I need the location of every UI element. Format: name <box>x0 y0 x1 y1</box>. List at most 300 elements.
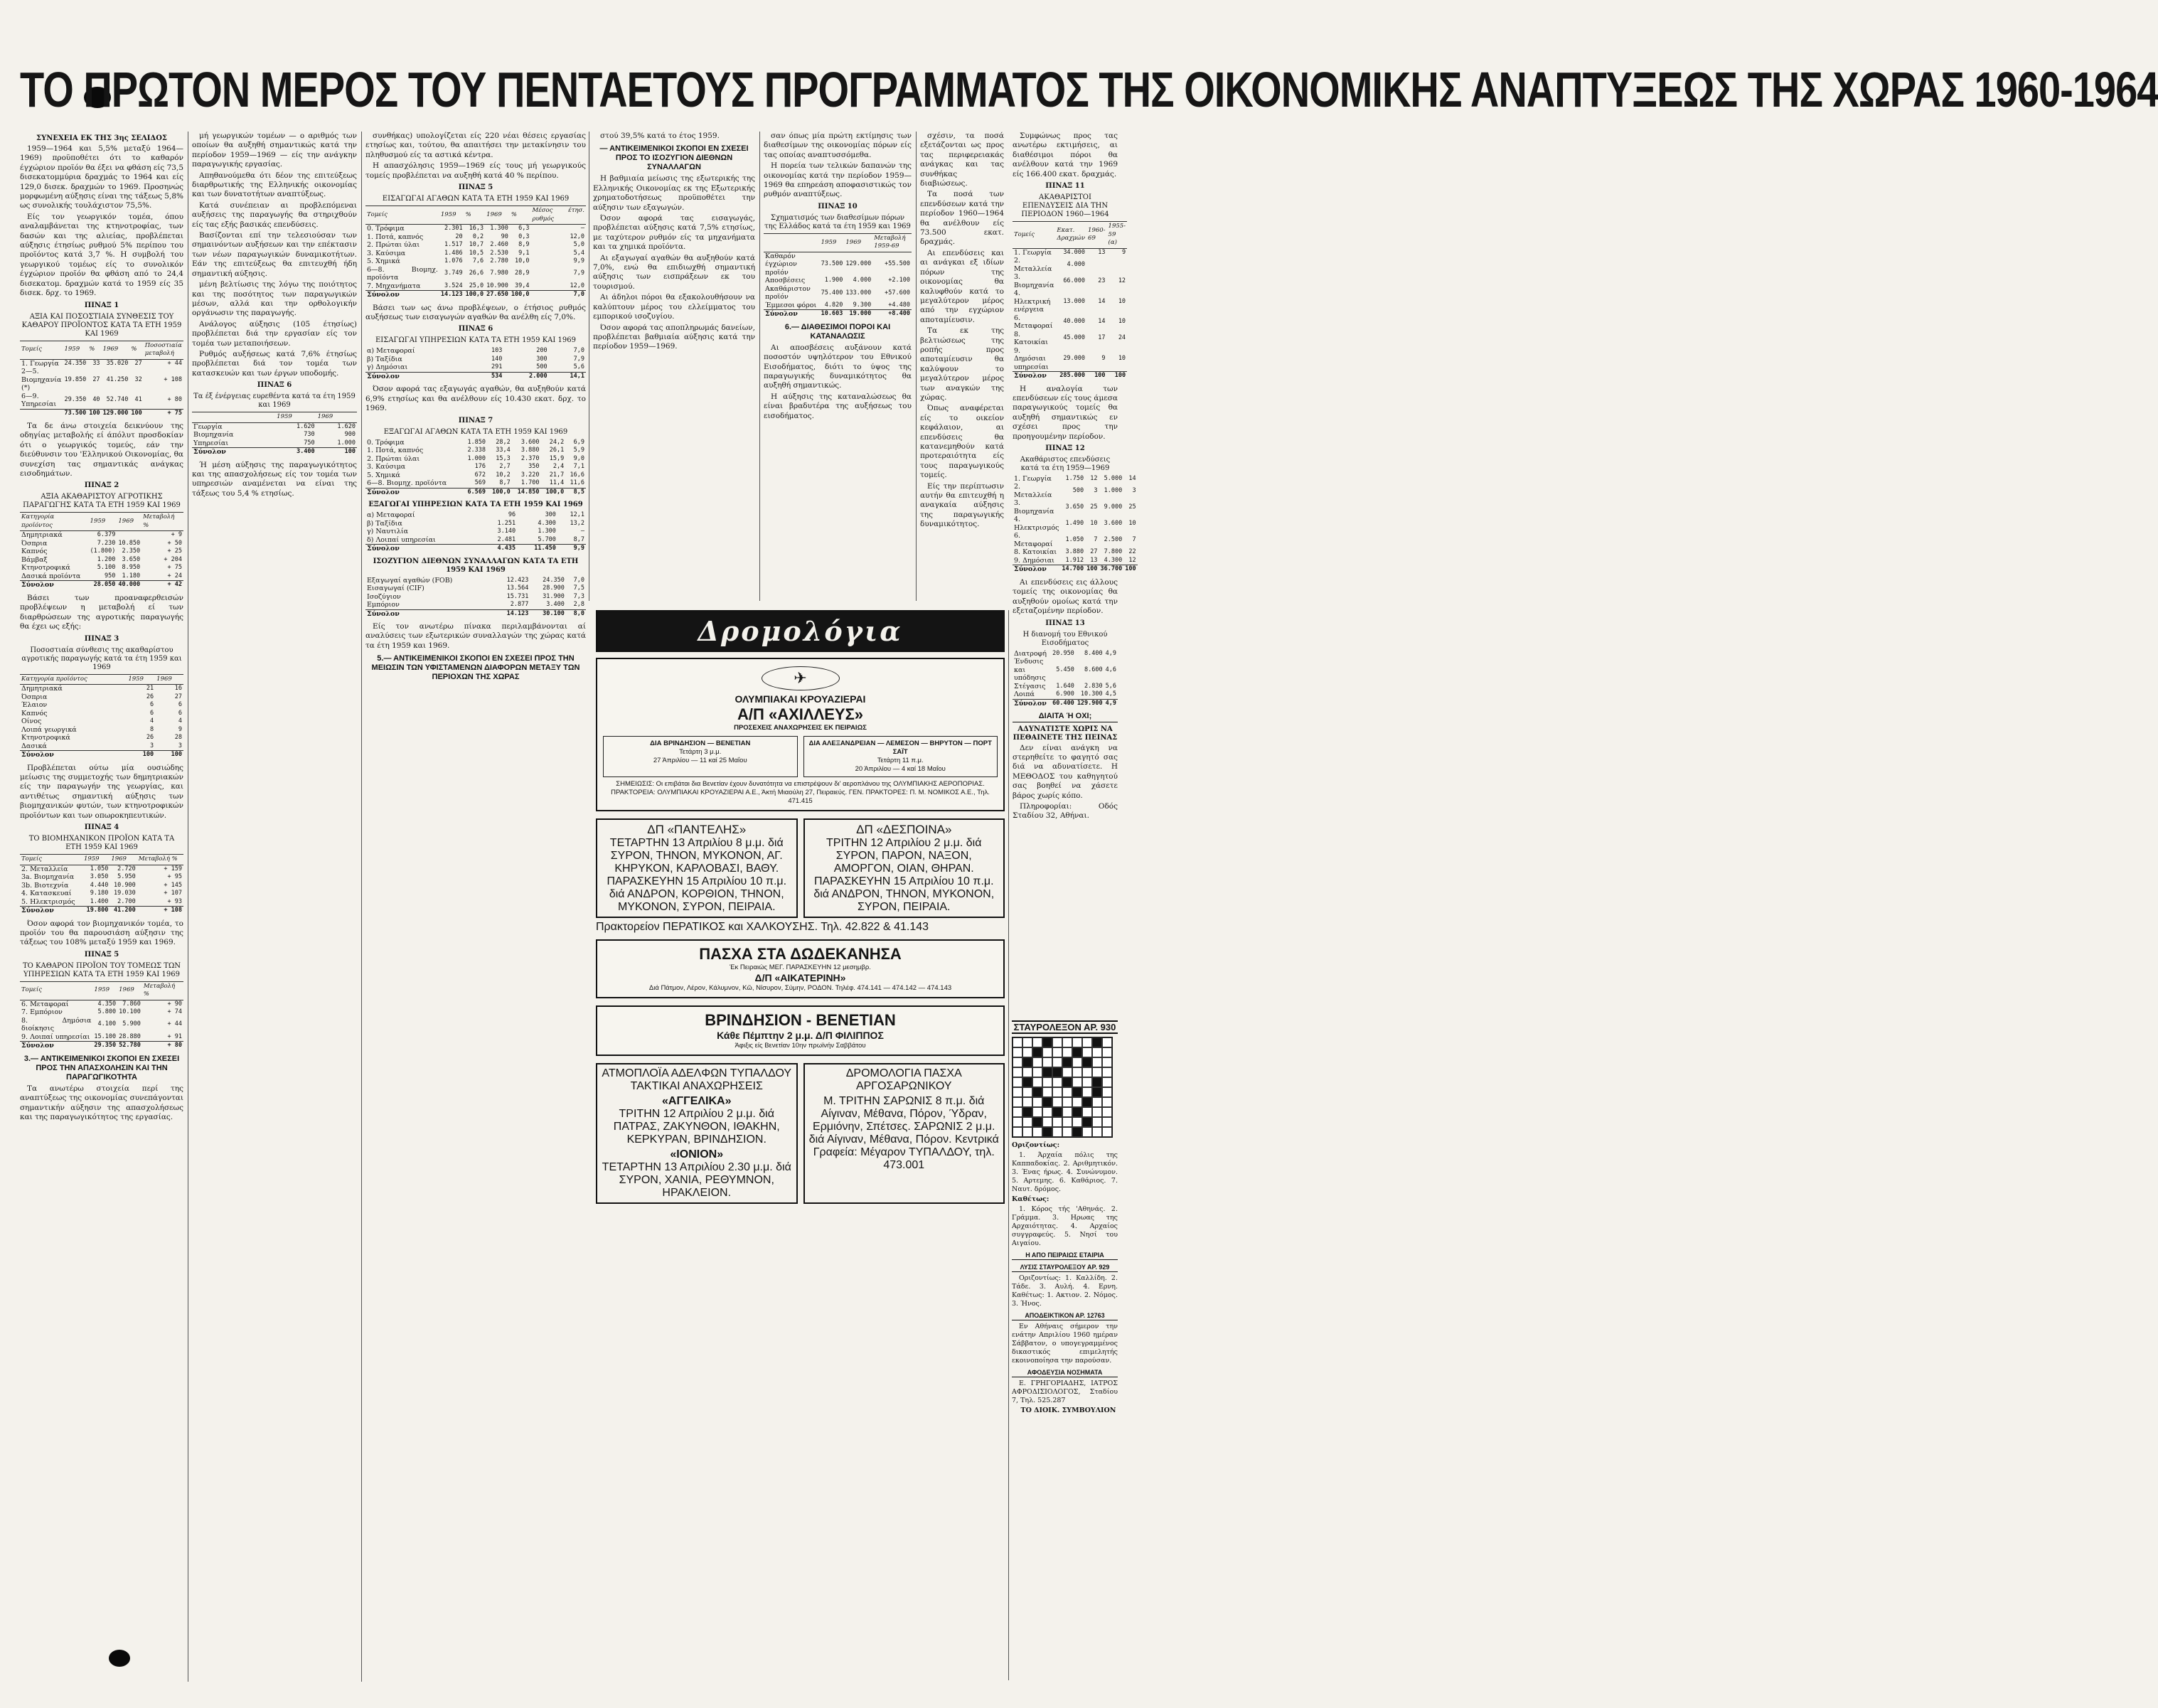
table-header-cell: Κατηγορία προϊόντος <box>20 674 127 685</box>
table-row <box>1013 257 1127 273</box>
crossword-cell <box>1042 1107 1052 1117</box>
table-cell: Σύνολον <box>20 1042 92 1050</box>
table-cell: 13 <box>1090 556 1098 564</box>
table-cell: 6,3 <box>518 225 530 233</box>
table-header-cell: Τομείς <box>20 341 63 359</box>
table-cell: Σύνολον <box>20 751 127 759</box>
table-cell: 4.000 <box>853 277 872 284</box>
table-cell: 7 <box>1132 536 1136 544</box>
table-row <box>365 356 586 364</box>
table-cell: 7,9 <box>573 269 584 277</box>
table-row <box>365 593 586 602</box>
table-cell: 3.050 <box>90 873 109 880</box>
table-cell: 10 <box>1118 355 1126 363</box>
ad-pantelis <box>596 818 798 918</box>
table-industrial-product <box>20 854 183 915</box>
table-cell: 34.000 <box>1063 248 1086 256</box>
table-cell: 3.400 <box>546 601 565 609</box>
paragraph: Τα ανωτέρω στοιχεία περί της αναπτύξεως της οικονομίας συνεπάγονται σημαντικήν αύξησιν της απασχολήσεως και της παραγωγικότητος της εργασίας. <box>20 1084 183 1121</box>
ad-olympic-cruises <box>596 658 1005 811</box>
table-header-cell: Τομείς <box>20 855 82 865</box>
table-cell: 9 <box>1121 248 1126 256</box>
table-cell: 1.640 <box>1056 682 1074 690</box>
crossword-black-cell <box>1042 1127 1052 1137</box>
table-cell: 25 <box>1128 503 1136 511</box>
table-cell: 2—5. Βιομηχανία (*) <box>21 368 62 392</box>
table-row <box>365 439 586 447</box>
crossword-black-cell <box>1082 1117 1092 1127</box>
crossword-cell <box>1042 1057 1052 1067</box>
table-cell: 10 <box>1090 520 1098 528</box>
table-cell: 3a. Βιομηχανία <box>21 873 75 881</box>
table-row <box>365 225 586 233</box>
table-cell: 9,9 <box>573 257 584 265</box>
table-cell: 3.880 <box>520 447 540 454</box>
paragraph: σχέσιν, τα ποσά εξετάζονται ως προς τας περιφερειακάς ανάγκας και τας συνθήκας διαβιώσεως. <box>920 132 1004 188</box>
table-cell: 2.460 <box>490 241 508 249</box>
crossword-cell <box>1032 1037 1042 1047</box>
table-cell: 672 <box>474 471 486 479</box>
table-cell: 5.450 <box>1056 666 1074 673</box>
table-row <box>20 1000 183 1008</box>
crossword-cell <box>1092 1067 1102 1077</box>
table-cell: 28.900 <box>543 585 565 592</box>
crossword-cell <box>1042 1077 1052 1087</box>
crossword-cell <box>1022 1067 1032 1077</box>
table-cell: 12,0 <box>570 233 584 240</box>
clues-heading: Οριζοντίως: <box>1012 1141 1060 1149</box>
table-cell: 4 <box>178 717 182 725</box>
table-row <box>192 422 357 431</box>
table-cell: Σύνολον <box>365 545 483 553</box>
shipping-ads <box>596 610 1005 1204</box>
table-cell: Έλαιον <box>21 701 48 710</box>
table-header-cell: Μέσος έτησ. ρυθμός <box>530 206 586 225</box>
crossword-cell <box>1052 1117 1062 1127</box>
table-cell: 3.220 <box>520 471 540 479</box>
crossword-black-cell <box>1072 1087 1082 1097</box>
table-row <box>1013 548 1138 557</box>
table-cell: 9. Λοιπαί υπηρεσίαι <box>21 1032 90 1041</box>
table-cell: — <box>580 528 584 535</box>
table-cell: + 75 <box>144 409 183 417</box>
table-cell: 2.720 <box>117 865 136 872</box>
table-total-row <box>1013 372 1127 380</box>
table-cell: Σύνολον <box>20 907 82 915</box>
table-header-cell: 1959 <box>92 981 117 1000</box>
table-cell: β) Ταξίδια <box>367 355 402 363</box>
ad-company: ΟΛΥΜΠΙΑΚΑΙ ΚΡΟΥΑΖΙΕΡΑΙ <box>735 693 866 705</box>
table-cell: 10.603 <box>821 310 843 318</box>
route-title: ΔΙΑ ΒΡΙΝΔΗΣΙΟΝ — ΒΕΝΕΤΙΑΝ <box>650 740 751 747</box>
ad-company: ΑΤΜΟΠΛΟΪΑ ΑΔΕΛΦΩΝ ΤΥΠΑΛΔΟΥ <box>602 1067 792 1079</box>
table-cell: + 80 <box>142 1042 183 1050</box>
table-cell: 35.020 <box>106 359 129 367</box>
table-header-cell: 1959 <box>820 233 845 252</box>
crossword-cell <box>1013 1127 1022 1137</box>
table-header-cell: Μεταβολή % <box>142 981 183 1000</box>
paragraph: Όσον αφορά τον βιομηχανικόν τομέα, το προϊόν του θα παρουσιάση αύξησιν της τάξεως του 108% μεταξύ 1959 και 1969. <box>20 919 183 947</box>
table-cell: 14.850 <box>512 488 541 496</box>
crossword-cell <box>1062 1117 1072 1127</box>
table-cell: 12,1 <box>570 511 584 519</box>
table-cell: 4,6 <box>1105 666 1116 673</box>
paragraph: Αι επενδύσεις εις άλλους τομείς της οικονομίας θα αυξηθούν ομοίως κατά την εξεταζομένην περίοδον. <box>1013 577 1118 616</box>
crossword-cell <box>1062 1107 1072 1117</box>
table-cell: 6 <box>150 709 154 717</box>
table-header-cell: Ποσοστιαία μεταβολή <box>144 341 183 359</box>
table-cell: 4.000 <box>1067 260 1086 268</box>
table-cell: 27.650 <box>486 291 508 299</box>
table-header-cell: Τομείς <box>20 981 92 1000</box>
table-cell: 9.300 <box>853 301 872 309</box>
table-subtitle: ΤΟ ΚΑΘΑΡΟΝ ΠΡΟΪΟΝ ΤΟΥ ΤΟΜΕΩΣ ΤΩΝ ΥΠΗΡΕΣΙΩΝ ΚΑΤΑ ΤΑ ΕΤΗ 1959 ΚΑΙ 1969 <box>22 961 181 978</box>
route-time: Τετάρτη 11 π.μ. <box>877 757 924 764</box>
crossword-cell <box>1032 1127 1042 1137</box>
paragraph: συνθήκας) υπολογίζεται είς 220 νέαι θέσεις εργασίας ετησίως και, τούτου, θα απαιτήσει την μετακίνησιν του πληθυσμού είς τα αστικά κέντρα. <box>365 132 586 159</box>
table-cell: 7.860 <box>122 1000 141 1008</box>
table-cell: 350 <box>528 463 540 471</box>
table-cell: Δασικά προϊόντα <box>21 572 81 580</box>
table-row <box>365 585 586 593</box>
table-total-row <box>20 1042 183 1050</box>
table-cell: 24.350 <box>543 576 565 584</box>
paragraph: μένη βελτίωσις της λόγω της ποιότητος και της ποσότητος των παραγωγικών μέσων, αλλά και την ορθολογικήν οργάνωσιν της παραγωγής. <box>192 280 357 318</box>
table-cell: 4,9 <box>1105 649 1116 657</box>
table-cell: 133.000 <box>845 289 872 297</box>
table-cell: 3 <box>178 742 182 749</box>
table-cell: 2.700 <box>117 897 136 905</box>
table-cell: 6 <box>150 701 154 709</box>
table-cell: 7,0 <box>573 347 584 355</box>
table-cell: 7 <box>1094 536 1098 544</box>
crossword-black-cell <box>1092 1037 1102 1047</box>
crossword-cell <box>1022 1087 1032 1097</box>
crossword-clues <box>1012 1141 1118 1415</box>
table-cell: 13 <box>1098 248 1106 256</box>
ad-dodecanese <box>596 939 1005 998</box>
table-cell: + 9 <box>171 531 182 539</box>
table-cell: 100 <box>127 751 155 759</box>
crossword-cell <box>1102 1037 1112 1047</box>
table-row <box>365 257 586 266</box>
table-cell: 19.000 <box>844 310 872 319</box>
table-header-cell: Μεταβολή % <box>141 513 183 531</box>
table-income-distribution <box>1013 650 1118 708</box>
crossword-cell <box>1072 1057 1082 1067</box>
crossword-cell <box>1022 1037 1032 1047</box>
table-cell: 100 <box>89 409 100 417</box>
crossword-black-cell <box>1082 1057 1092 1067</box>
crossword-black-cell <box>1072 1047 1082 1057</box>
table-cell: 500 <box>1072 487 1084 495</box>
table-cell: 2.830 <box>1084 682 1103 690</box>
crossword-cell <box>1062 1067 1072 1077</box>
table-header-row <box>20 674 183 685</box>
table-cell: 8. Κατοικίαι <box>1014 330 1049 347</box>
notice-heading: ΑΠΟΔΕΙΚΤΙΚΟΝ ΑΡ. 12763 <box>1012 1311 1118 1320</box>
table-title: ΠΙΝΑΞ 13 <box>1045 619 1085 627</box>
table-cell: 28.880 <box>119 1032 141 1040</box>
table-header-cell: % <box>87 341 101 359</box>
table-subtitle: ΑΞΙΑ ΚΑΙ ΠΟΣΟΣΤΙΑΙΑ ΣΥΝΘΕΣΙΣ ΤΟΥ ΚΑΘΑΡΟΥ ΠΡΟΪΟΝΤΟΣ ΚΑΤΑ ΤΑ ΕΤΗ 1959 ΚΑΙ 1969 <box>21 312 182 338</box>
table-cell: β) Ταξίδια <box>367 519 402 528</box>
table-cell: 2.000 <box>503 372 548 380</box>
table-title: ΠΙΝΑΞ 5 <box>84 950 119 959</box>
table-cell: 7,9 <box>573 355 584 363</box>
table-header-cell: 1959 <box>82 855 109 865</box>
table-cell: Δημητριακά <box>21 531 63 540</box>
crossword-cell <box>1013 1077 1022 1087</box>
table-row <box>1013 331 1127 347</box>
paragraph: Προβλέπεται ούτω μία ουσιώδης μείωσις της συμμετοχής των δημητριακών είς την παραγωγήν της γεωργίας, και αντιθέτως σημαντική αύξησις των βιομηχανικών φυτών, των κτηνοτροφικών προϊόντων και των οπωροκηπευτικών. <box>20 763 183 820</box>
table-cell: 1.076 <box>444 257 463 265</box>
table-row <box>1013 483 1138 499</box>
table-cell: 3.749 <box>444 269 463 277</box>
table-subtitle: ΕΙΣΑΓΩΓΑΙ ΑΓΑΘΩΝ ΚΑΤΑ ΤΑ ΕΤΗ 1959 ΚΑΙ 1969 <box>382 195 570 203</box>
table-cell: 8,0 <box>566 609 586 618</box>
table-cell: 4.435 <box>483 545 517 553</box>
table-cell: Σύνολον <box>365 291 439 299</box>
table-exports-goods <box>365 439 586 497</box>
table-row <box>1013 557 1138 565</box>
table-cell: Βιομηχανία <box>193 431 234 439</box>
table-cell: 129.000 <box>102 409 129 417</box>
table-cell: 300 <box>536 355 547 363</box>
table-cell: 1.517 <box>444 241 463 249</box>
paragraph: Αι εξαγωγαί αγαθών θα αυξηθούν κατά 7,0%, ενώ θα επιδιωχθή σημαντική αύξησις των εισπράξεων εκ του τουρισμού. <box>593 253 755 291</box>
crossword-cell <box>1072 1097 1082 1107</box>
plane-emblem-icon: ✈ <box>762 666 840 690</box>
table-cell: 19.850 <box>64 375 87 383</box>
ad-ship-name: ΔΠ «ΔΕΣΠΟΙΝΑ» <box>856 823 952 836</box>
table-cell: 0. Τρόφιμα <box>367 438 405 447</box>
timetable-banner: Δρομολόγια <box>596 610 1005 652</box>
table-cell: 9. Δημόσιαι <box>1014 556 1054 565</box>
crossword-cell <box>1052 1097 1062 1107</box>
paragraph: Η πορεία των τελικών δαπανών της οικονομίας κατά την περίοδον 1959—1969 θα επηρεάση αποφασιστικώς τον ρυθμόν αναπτύξεως. <box>764 161 912 199</box>
table-cell: 3 <box>1132 487 1136 495</box>
table-row <box>365 528 586 536</box>
table-cell: 100 <box>1107 372 1128 380</box>
table-cell: 22 <box>1128 548 1136 556</box>
table-cell: Κτηνοτροφικά <box>21 734 70 742</box>
table-cell: +55.500 <box>885 260 910 268</box>
table-cell: 45.000 <box>1063 334 1086 342</box>
table-cell: 8,7 <box>573 535 584 543</box>
table-cell: 6—8. Βιομηχ. προϊόντα <box>367 479 447 488</box>
crossword <box>1012 1020 1118 1416</box>
table-cell: 36.700 <box>1100 565 1123 573</box>
table-row <box>20 882 183 890</box>
table-cell: 14 <box>1098 318 1106 326</box>
table-cell: 1.180 <box>122 572 141 580</box>
table-row <box>1013 289 1127 314</box>
table-cell: Δημητριακά <box>21 685 63 693</box>
table-cell: 33,4 <box>496 447 511 454</box>
table-cell: Σύνολον <box>1013 565 1060 574</box>
ad-ship-name: Α/Π «ΑΧΙΛΛΕΥΣ» <box>737 705 864 723</box>
ad-text: ΤΕΤΑΡΤΗΝ 13 Απριλίου 2.30 μ.μ. διά ΣΥΡΟΝ, ΧΑΝΙΑ, ΡΕΘΥΜΝΟΝ, ΗΡΑΚΛΕΙΟΝ. <box>602 1161 791 1199</box>
paragraph: Τα δε άνω στοιχεία δεικνύουν της οδηγίας μεταβολής εί άπόλυτ προσδοκίαν ότι ο γεωργικός τομεύς, εάν την διεύθυνσιν του 'Ελληνικού Οικονομίας, θα συνεχίση τας σημαντικάς ανάγκας εισοδημάτων. <box>20 422 183 479</box>
table-cell: +2.100 <box>888 277 910 284</box>
table-subtitle: ΕΙΣΑΓΩΓΑΙ ΥΠΗΡΕΣΙΩΝ ΚΑΤΑ ΤΑ ΕΤΗ 1959 ΚΑΙ 1969 <box>375 336 576 345</box>
table-row <box>365 241 586 250</box>
table-cell: 4.300 <box>1104 556 1123 564</box>
table-cell: 28,2 <box>496 438 511 446</box>
crossword-black-cell <box>1042 1037 1052 1047</box>
table-cell: 29.000 <box>1063 355 1086 363</box>
paragraph: Δεν είναι ανάγκη να στερηθείτε το φαγητό σας διά να αδυνατίσετε. Η ΜΕΘΟΔΟΣ του καθηγητού σας βοηθεί να χάσετε βάρος χωρίς κόπο. <box>1013 743 1118 800</box>
table-header-cell: 1955-59 (α) <box>1107 222 1128 249</box>
crossword-black-cell <box>1062 1077 1072 1087</box>
table-cell: 1.900 <box>824 277 843 284</box>
table-row <box>1013 273 1127 289</box>
table-cell: 9.180 <box>90 890 109 897</box>
table-cell: 10,0 <box>515 257 530 265</box>
ad-argosaronikos <box>803 1063 1005 1204</box>
table-cell: 1.050 <box>90 865 109 872</box>
solution-text: Οριζοντίως: 1. Καλλίδη. 2. Τάδε. 3. Αυλή. 4. Ερνη. Καθέτως: 1. Ακτιον. 2. Νόμος. 3. Ήνος. <box>1012 1274 1118 1308</box>
table-row <box>20 1033 183 1042</box>
table-cell: 1. Ποτά, καπνός <box>367 233 424 241</box>
table-cell: Λοιπά γεωργικά <box>21 725 77 734</box>
table-header-cell: Τομείς <box>365 206 439 225</box>
crossword-cell <box>1062 1127 1072 1137</box>
crossword-cell <box>1072 1067 1082 1077</box>
table-row <box>20 556 183 565</box>
table-cell <box>1086 257 1107 273</box>
crossword-black-cell <box>1022 1077 1032 1087</box>
table-cell: 3.600 <box>1104 520 1123 528</box>
table-row <box>365 233 586 242</box>
table-cell: 8 <box>150 725 154 733</box>
table-services-product <box>20 981 183 1050</box>
table-cell: 2,4 <box>552 463 565 471</box>
table-row <box>20 393 183 410</box>
crossword-cell <box>1102 1087 1112 1097</box>
table-cell: 0,2 <box>472 233 484 240</box>
table-cell: 6.379 <box>97 531 116 539</box>
table-cell: 8,9 <box>518 241 530 249</box>
table-row <box>365 447 586 455</box>
paragraph: Αι επενδύσεις και αι ανάγκαι εξ ιδίων πόρων της οικονομίας θα καλυφθούν κατά το μεγαλύτερον μέρος από την εγχώριον αποταμίευσιν. <box>920 248 1004 324</box>
table-cell: 5,6 <box>573 363 584 371</box>
table-cell: Σύνολον <box>20 581 89 589</box>
table-cell: 26,6 <box>469 269 484 277</box>
table-cell: δ) Λοιπαί υπηρεσίαι <box>367 535 436 544</box>
pharmacy-heading: ΑΦΟΔΕΥΣΙΑ ΝΟΣΗΜΑΤΑ <box>1012 1368 1118 1377</box>
table-cell: 3. Βιομηχανία <box>1014 499 1054 516</box>
table-cell: 100,0 <box>465 291 484 299</box>
table-cell: 950 <box>105 572 116 580</box>
continued-label: ΣΥΝΕΧΕΙΑ ΕΚ ΤΗΣ 3ης ΣΕΛΙΔΟΣ <box>36 134 167 142</box>
table-cell: 3 <box>150 742 154 749</box>
table-cell: Καπνός <box>21 548 48 556</box>
table-cell: 0. Τρόφιμα <box>367 225 405 233</box>
table-cell: 2. Πρώται ύλαι <box>367 241 420 250</box>
crossword-black-cell <box>1022 1107 1032 1117</box>
ad-text: ΤΕΤΑΡΤΗΝ 13 Απριλίου 8 μ.μ. διά ΣΥΡΟΝ, ΤΗΝΟΝ, ΜΥΚΟΝΟΝ, ΑΓ. ΚΗΡΥΚΟΝ, ΚΑΡΛΟΒΑΣΙ, ΒΑΘΥ. ΠΑΡΑΣΚΕΥΗΝ 15 Απριλίου 10 π.μ. διά ΑΝΔΡΟΝ, ΚΟΡΘΙΟΝ, ΤΗΝΟΝ, ΜΥΚΟΝΟΝ, ΣΥΡΟΝ, ΠΕΙΡΑΙΑ. <box>607 837 787 913</box>
paragraph: Ή μέση αύξησις της παραγωγικότητος και της απασχολήσεως είς τον τομέα των υπηρεσιών αναμένεται να είναι της τάξεως του 5,4 % ετησίως. <box>192 460 357 498</box>
table-cell: 2.338 <box>467 447 486 454</box>
crossword-cell <box>1032 1067 1042 1077</box>
table-cell: 27 <box>134 359 142 367</box>
table-cell: 4. Ηλεκτρική ενέργεια <box>1014 289 1051 314</box>
crossword-cell <box>1052 1057 1062 1067</box>
ad-brindisi <box>596 1005 1005 1056</box>
table-cell: 1.000 <box>1104 487 1123 495</box>
table-row <box>365 282 586 291</box>
table-total-row <box>20 907 183 915</box>
table-subtitle: ΑΚΑΘΑΡΙΣΤΟΙ ΕΠΕΝΔΥΣΕΙΣ ΔΙΑ ΤΗΝ ΠΕΡΙΟΔΟΝ 1960—1964 <box>1021 193 1109 219</box>
table-row <box>1013 683 1118 691</box>
table-cell: + 25 <box>167 548 182 555</box>
table-cell: 26,1 <box>549 447 565 454</box>
crossword-grid <box>1012 1037 1113 1138</box>
table-cell: 4 <box>150 717 154 725</box>
crossword-cell <box>1013 1107 1022 1117</box>
table-cell: 13.000 <box>1063 297 1086 305</box>
table-cell: 10.900 <box>486 282 508 289</box>
table-cell: 1.050 <box>1065 536 1084 544</box>
route-dates: 27 Άπριλίου — 11 καί 25 Μαΐου <box>653 757 747 764</box>
table-cell: 8. Δημόσια διοίκησις <box>21 1016 92 1033</box>
table-cell: 4.350 <box>97 1000 117 1008</box>
table-cell: 569 <box>474 479 486 487</box>
puzzle-title: ΑΔΥΝΑΤΙΣΤΕ ΧΩΡΙΣ ΝΑ ΠΕΘΑΙΝΕΤΕ ΤΗΣ ΠΕΙΝΑΣ <box>1013 725 1118 742</box>
crossword-cell <box>1052 1087 1062 1097</box>
table-cell: 100 <box>155 751 183 759</box>
table-cell: + 204 <box>164 555 182 563</box>
section-heading: 3.— ΑΝΤΙΚΕΙΜΕΝΙΚΟΙ ΣΚΟΠΟΙ ΕΝ ΣΧΕΣΕΙ ΠΡΟΣ ΤΗΝ ΑΠΑΣΧΟΛΗΣΙΝ ΚΑΙ ΤΗΝ ΠΑΡΑΓΩΓΙΚΟΤΗΤΑ <box>23 1054 180 1082</box>
table-title: ΠΙΝΑΞ 4 <box>84 823 119 831</box>
table-row <box>20 693 183 702</box>
table-cell: 2,8 <box>573 601 584 609</box>
paragraph: Είς τον γεωργικόν τομέα, όπου αναλαμβάνεται της κτηνοτροφίας, των δασών και της αλιείας, προβλέπεται αύξησις έτησίως ρυθμού 5% περίπου του προϊόντος κατά 3,7 %. Η συμβολή του γεωργικού τομέως είς το συνολικόν έγχώριον προϊόν θα φθάση από το 24,4 δισεκατομ. δραχμών κατά το 1959 είς 35 δισεκ. δρχ. το 1969. <box>20 212 183 298</box>
table-cell: 1. Γεωργία <box>21 359 59 368</box>
paragraph: σαν όπως μία πρώτη εκτίμησις των διαθεσίμων της οικονομίας πόρων είς τας οποίας αναπτυσσόμεθα. <box>764 132 912 159</box>
crossword-cell <box>1102 1077 1112 1087</box>
table-cell: 10,7 <box>469 241 484 249</box>
table-cell: 19.030 <box>114 890 136 897</box>
paragraph: Όσον αφορά τας εισαγωγάς, προβλέπεται αύξησις κατά 7,5% ετησίως, με ταχύτερον ρυθμόν είς τα μηχανήματα και τα χημικά προϊόντα. <box>593 214 755 252</box>
table-cell: 2.481 <box>497 535 516 543</box>
table-cell: 9.000 <box>1104 503 1123 511</box>
table-cell: Εμπόριον <box>367 601 400 609</box>
table-cell: 17 <box>1098 334 1106 342</box>
table-header-cell: 1969 <box>316 412 357 423</box>
table-cell: 5.700 <box>538 535 556 543</box>
table-row <box>365 266 586 282</box>
table-row <box>764 252 912 277</box>
table-cell: Ακαθάριστον προϊόν <box>765 284 811 301</box>
crossword-cell <box>1052 1127 1062 1137</box>
route-venice <box>603 736 798 777</box>
paragraph: Η απασχόλησις 1959—1969 είς τους μή γεωργικούς τομείς προβλέπεται να αυξηθή κατά 40 % περίπου. <box>365 161 586 180</box>
table-cell: 90 <box>501 233 508 240</box>
ad-ship-name: Κάθε Πέμπτην 2 μ.μ. Δ/Π ΦΙΛΙΠΠΟΣ <box>717 1030 884 1041</box>
table-header-cell: 1969 <box>102 341 130 359</box>
ad-agent: Πρακτορείον ΠΕΡΑΤΙΚΟΣ και ΧΑΛΚΟΥΣΗΣ. Τηλ. 42.822 & 41.143 <box>596 921 929 933</box>
crossword-cell <box>1102 1097 1112 1107</box>
ad-subtitle: ΠΡΟΣΕΧΕΙΣ ΑΝΑΧΩΡΗΣΕΙΣ ΕΚ ΠΕΙΡΑΙΩΣ <box>734 724 867 732</box>
table-cell: + 159 <box>164 865 182 872</box>
ad-typaldos <box>596 1063 798 1204</box>
table-row <box>365 471 586 480</box>
table-cell: 7. Εμπόριον <box>21 1008 63 1017</box>
paragraph: Όσον αφορά τας αποπληρωμάς δανείων, προβλέπεται βαθμιαία αύξησις κατά την περίοδον 1959—1969. <box>593 323 755 351</box>
